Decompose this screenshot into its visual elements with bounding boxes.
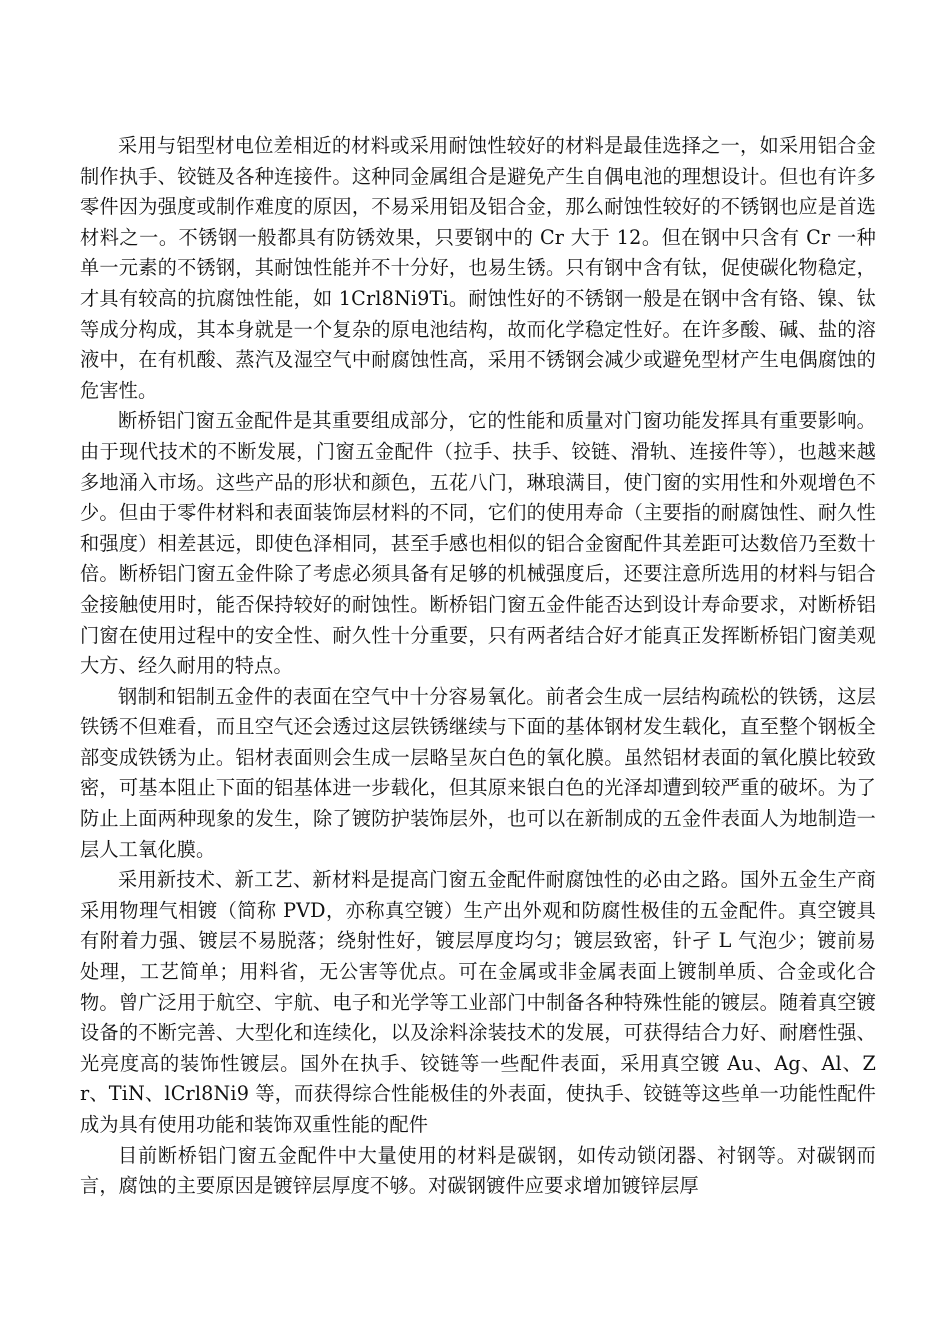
paragraph-oxidation: 钢制和铝制五金件的表面在空气中十分容易氧化。前者会生成一层结构疏松的铁锈，这层铁锈不但难看，而且空气还会透过这层铁锈继续与下面的基体钢材发生载化，直至整个钢板全部变成铁锈为止。铝材表面则会生成一层略呈灰白色的氧化膜。虽然铝材表面的氧化膜比较致密，可基本阻止下面的铝基体进一步载化，但其原来银白色的光泽却遭到较严重的破坏。为了防止上面两种现象的发生，除了镀防护装饰层外，也可以在新制成的五金件表面人为地制造一层人工氧化膜。 [80,684,876,861]
document-page [80,131,876,1202]
paragraph-hardware-importance: 断桥铝门窗五金配件是其重要组成部分，它的性能和质量对门窗功能发挥具有重要影响。由于现代技术的不断发展，门窗五金配件（拉手、扶手、铰链、滑轨、连接件等），也越来越多地涌入市场。这些产品的形状和颜色，五花八门，琳琅满目，使门窗的实用性和外观增色不少。但由于零件材料和表面装饰层材料的不同，它们的使用寿命（主要指的耐腐蚀性、耐久性和强度）相差甚远，即使色泽相同，甚至手感也相似的铝合金窗配件其差距可达数倍乃至数十倍。断桥铝门窗五金件除了考虑必须具备有足够的机械强度后，还要注意所选用的材料与铝合金接触使用时，能否保持较好的耐蚀性。断桥铝门窗五金件能否达到设计寿命要求，对断桥铝门窗在使用过程中的安全性、耐久性十分重要，只有两者结合好才能真正发挥断桥铝门窗美观大方、经久耐用的特点。 [80,409,876,678]
paragraph-material-selection: 采用与铝型材电位差相近的材料或采用耐蚀性较好的材料是最佳选择之一，如采用铝合金制作执手、铰链及各种连接件。这种同金属组合是避免产生自偶电池的理想设计。但也有许多零件因为强度或制作难度的原因，不易采用铝及铝合金，那么耐蚀性较好的不锈钢也应是首选材料之一。不锈钢一般都具有防锈效果，只要钢中的 Cr 大于 12。但在钢中只含有 Cr 一种单一元素的不锈钢，其耐蚀性能并不十分好，也易生锈。只有钢中含有钛，促使碳化物稳定，才具有较高的抗腐蚀性能，如 1Crl8Ni9Ti。耐蚀性好的不锈钢一般是在钢中含有铬、镍、钛等成分构成，其本身就是一个复杂的原电池结构，故而化学稳定性好。在许多酸、碱、盐的溶液中，在有机酸、蒸汽及湿空气中耐腐蚀性高，采用不锈钢会减少或避免型材产生电偶腐蚀的危害性。 [80,134,876,402]
paragraph-carbon-steel: 目前断桥铝门窗五金配件中大量使用的材料是碳钢，如传动锁闭器、衬钢等。对碳钢而言，腐蚀的主要原因是镀锌层厚度不够。对碳钢镀件应要求增加镀锌层厚 [80,1143,876,1198]
paragraph-new-technology: 采用新技术、新工艺、新材料是提高门窗五金配件耐腐蚀性的必由之路。国外五金生产商采用物理气相镀（简称 PVD，亦称真空镀）生产出外观和防腐性极佳的五金配件。真空镀具有附着力强、镀层不易脱落；绕射性好，镀层厚度均匀；镀层致密，针孑 L 气泡少；镀前易处理，工艺简单；用料省，无公害等优点。可在金属或非金属表面上镀制单质、合金或化合物。曾广泛用于航空、宇航、电子和光学等工业部门中制备各种特殊性能的镀层。随着真空镀设备的不断完善、大型化和连续化，以及涂料涂装技术的发展，可获得结合力好、耐磨性强、光亮度高的装饰性镀层。国外在执手、铰链等一些配件表面，采用真空镀 Au、Ag、Al、Zr、TiN、lCrl8Ni9 等，而获得综合性能极佳的外表面，使执手、铰链等这些单一功能性配件成为具有使用功能和装饰双重性能的配件 [80,868,876,1136]
